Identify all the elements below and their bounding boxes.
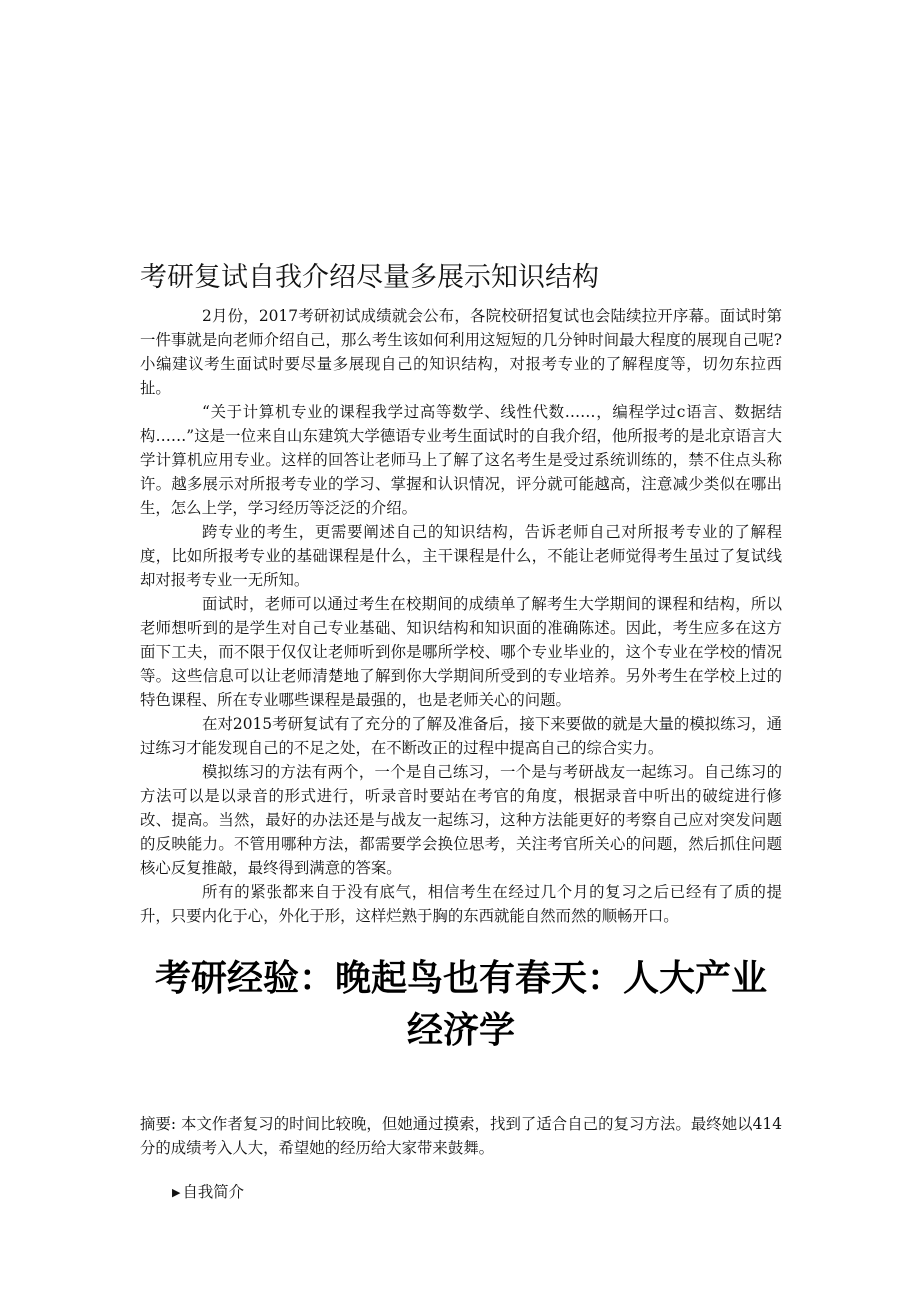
paragraph: 跨专业的考生，更需要阐述自己的知识结构，告诉老师自己对所报考专业的了解程度，比如所报考专业的基础课程是什么，主干课程是什么，不能让老师觉得考生虽过了复试线却对报考专业一无所知。 — [140, 523, 782, 589]
second-article-title: 考研经验：晚起鸟也有春天：人大产业经济学 — [154, 957, 767, 1051]
abstract-paragraph: 摘要: 本文作者复习的时间比较晚，但她通过摸索，找到了适合自己的复习方法。最终她以414分的成绩考入人大，希望她的经历给大家带来鼓舞。 — [140, 1115, 782, 1157]
paragraph: 面试时，老师可以通过考生在校期间的成绩单了解考生大学期间的课程和结构，所以老师想听到的是学生对自己专业基础、知识结构和知识面的准确陈述。因此，考生应多在这方面下工夫，而不限于仅仅让老师听到你是哪所学校、哪个专业毕业的，这个专业在学校的情况等。这些信息可以让老师清楚地了解到你大学期间所受到的专业培养。另外考生在学校上过的特色课程、所在专业哪些课程是最强的，也是老师关心的问题。 — [140, 595, 782, 709]
paragraph: 在对2015考研复试有了充分的了解及准备后，接下来要做的就是大量的模拟练习，通过练习才能发现自己的不足之处，在不断改正的过程中提高自己的综合实力。 — [140, 715, 782, 757]
paragraph: “关于计算机专业的课程我学过高等数学、线性代数……，编程学过c语言、数据结构……”这是一位来自山东建筑大学德语专业考生面试时的自我介绍，他所报考的是北京语言大学计算机应用专业。这样的回答让老师马上了解了这名考生是受过系统训练的，禁不住点头称许。越多展示对所报考专业的学习、掌握和认识情况，评分就可能越高，注意减少类似在哪出生，怎么上学，学习经历等泛泛的介绍。 — [140, 403, 782, 517]
document-body — [140, 258, 782, 1205]
paragraph: 2月份，2017考研初试成绩就会公布，各院校研招复试也会陆续拉开序幕。面试时第一件事就是向老师介绍自己，那么考生该如何利用这短短的几分钟时间最大程度的展现自己呢?小编建议考生面试时要尽量多展现自己的知识结构，对报考专业的了解程度等，切勿东拉西扯。 — [140, 307, 782, 397]
paragraph: 模拟练习的方法有两个，一个是自己练习，一个是与考研战友一起练习。自己练习的方法可以是以录音的形式进行，听录音时要站在考官的角度，根据录音中听出的破绽进行修改、提高。当然，最好的办法还是与战友一起练习，这种方法能更好的考察自己应对突发问题的反映能力。不管用哪种方法，都需要学会换位思考，关注考官所关心的问题，然后抓住问题核心反复推敲，最终得到满意的答案。 — [140, 763, 782, 877]
section-title: 自我简介 — [182, 1183, 245, 1201]
bullet-triangle-icon: ▶ — [172, 1186, 181, 1199]
paragraph: 所有的紧张都来自于没有底气，相信考生在经过几个月的复习之后已经有了质的提升，只要内化于心，外化于形，这样烂熟于胸的东西就能自然而然的顺畅开口。 — [140, 883, 782, 925]
article-title: 考研复试自我介绍尽量多展示知识结构 — [140, 262, 599, 293]
section-heading — [172, 1180, 782, 1205]
